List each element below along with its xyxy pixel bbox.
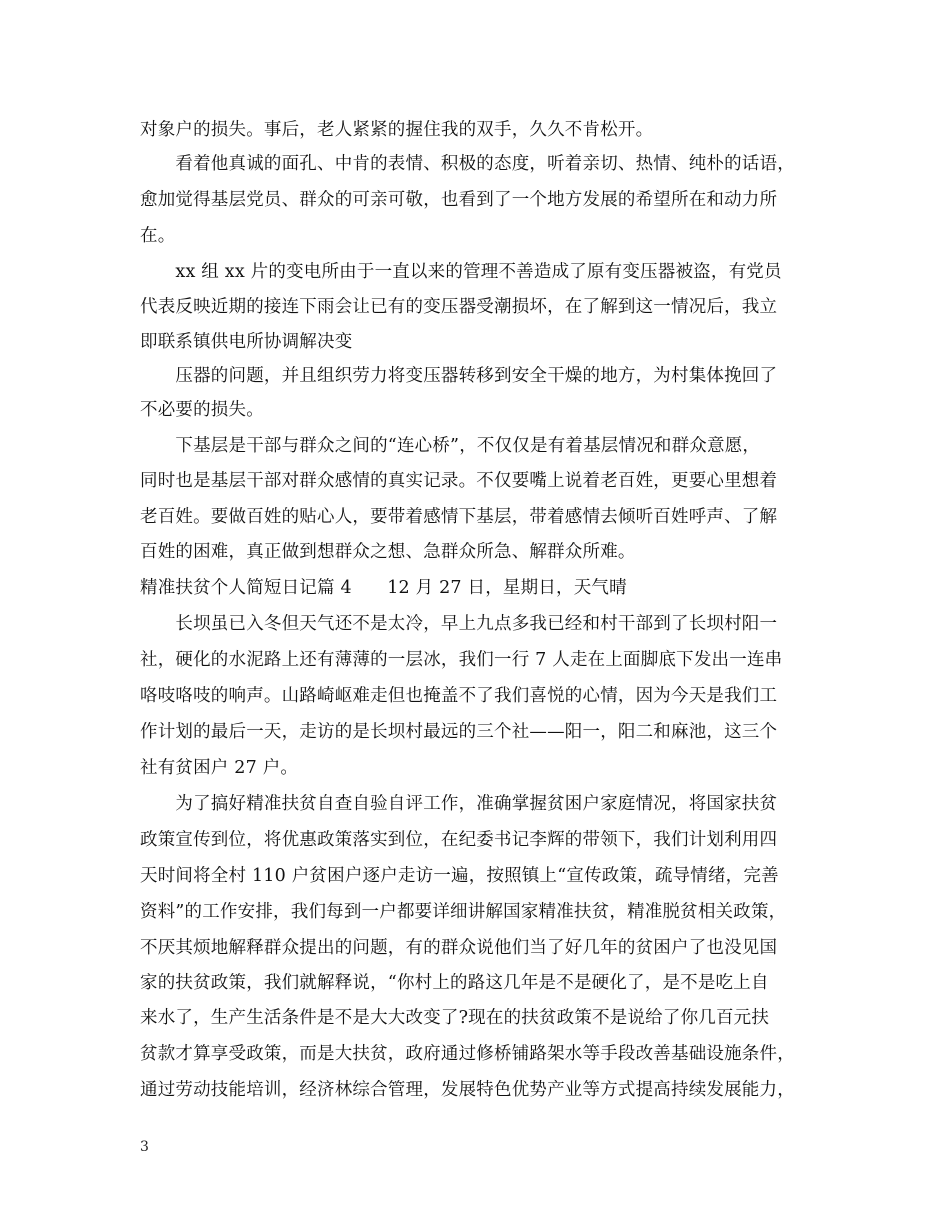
section-heading: 精准扶贫个人简短日记篇 4 12 月 27 日，星期日，天气晴	[140, 578, 627, 598]
text-line: xx 组 xx 片的变电所由于一直以来的管理不善造成了原有变压器被盗，有党员	[140, 262, 782, 282]
text-line: 家的扶贫政策，我们就解释说，“你村上的路这几年是不是硬化了，是不是吃上自	[140, 973, 769, 993]
text-line: 社，硬化的水泥路上还有薄薄的一层冰，我们一行 7 人走在上面脚底下发出一连串	[140, 650, 783, 670]
text-line: 资料”的工作安排，我们每到一户都要详细讲解国家精准扶贫，精准脱贫相关政策，	[140, 902, 787, 922]
text-line: 通过劳动技能培训，经济林综合管理，发展特色优势产业等方式提高持续发展能力，	[140, 1080, 795, 1100]
text-line: 不必要的损失。	[140, 400, 264, 420]
text-line: 天时间将全村 110 户贫困户逐户走访一遍，按照镇上“宣传政策，疏导情绪，完善	[140, 866, 779, 886]
text-line: 下基层是干部与群众之间的“连心桥”，不仅仅是有着基层情况和群众意愿，	[140, 436, 761, 456]
text-line: 看着他真诚的面孔、中肯的表情、积极的态度，听着亲切、热情、纯朴的话语，	[140, 154, 795, 174]
text-line: 对象户的损失。事后，老人紧紧的握住我的双手，久久不肯松开。	[140, 120, 654, 140]
text-line: 百姓的困难，真正做到想群众之想、急群众所急、解群众所难。	[140, 542, 636, 562]
text-line: 在。	[140, 226, 176, 246]
text-line: 政策宣传到位，将优惠政策落实到位，在纪委书记李辉的带领下，我们计划利用四	[140, 830, 778, 850]
text-line: 压器的问题，并且组织劳力将变压器转移到安全干燥的地方，为村集体挽回了	[140, 366, 778, 386]
text-line: 贫款才算享受政策，而是大扶贫，政府通过修桥铺路架水等手段改善基础设施条件，	[140, 1044, 795, 1064]
text-line: 长坝虽已入冬但天气还不是太冷，早上九点多我已经和村干部到了长坝村阳一	[140, 614, 778, 634]
text-line: 同时也是基层干部对群众感情的真实记录。不仅要嘴上说着老百姓，更要心里想着	[140, 471, 778, 491]
text-line: 不厌其烦地解释群众提出的问题，有的群众说他们当了好几年的贫困户了也没见国	[140, 938, 778, 958]
text-line: 作计划的最后一天，走访的是长坝村最远的三个社——阳一，阳二和麻池，这三个	[140, 722, 778, 742]
page-number: 3	[140, 1139, 149, 1155]
text-line: 来水了，生产生活条件是不是大大改变了?现在的扶贫政策不是说给了你几百元扶	[140, 1008, 770, 1028]
text-line: 社有贫困户 27 户。	[140, 758, 299, 778]
text-line: 愈加觉得基层党员、群众的可亲可敬，也看到了一个地方发展的希望所在和动力所	[140, 190, 778, 210]
text-line: 咯吱咯吱的响声。山路崎岖难走但也掩盖不了我们喜悦的心情，因为今天是我们工	[140, 686, 778, 706]
text-line: 老百姓。要做百姓的贴心人，要带着感情下基层，带着感情去倾听百姓呼声、了解	[140, 507, 778, 527]
text-line: 为了搞好精准扶贫自查自验自评工作，准确掌握贫困户家庭情况，将国家扶贫	[140, 794, 778, 814]
text-line: 即联系镇供电所协调解决变	[140, 332, 353, 352]
text-line: 代表反映近期的接连下雨会让已有的变压器受潮损坏，在了解到这一情况后，我立	[140, 297, 778, 317]
